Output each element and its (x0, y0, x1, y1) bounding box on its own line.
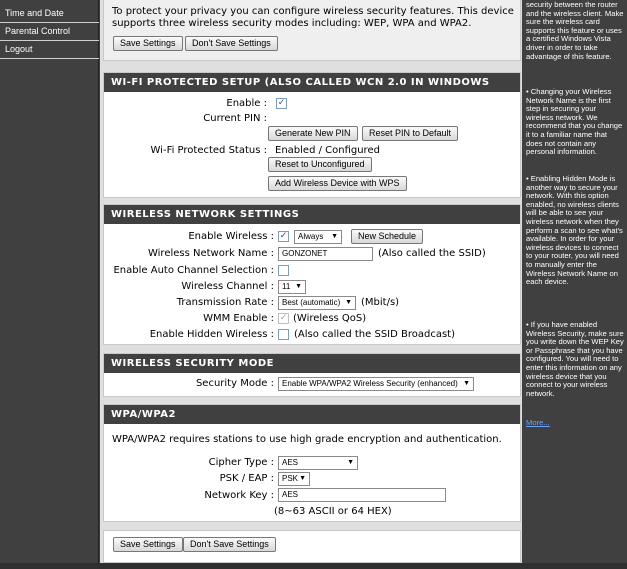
dont-save-settings-button-bottom[interactable]: Don't Save Settings (183, 537, 276, 552)
auto-channel-checkbox[interactable] (278, 265, 289, 276)
network-name-hint: (Also called the SSID) (378, 248, 486, 259)
cipher-type-select[interactable]: AES ▼ (278, 456, 358, 470)
generate-new-pin-button[interactable]: Generate New PIN (268, 126, 358, 141)
wmm-enable-checkbox: ✓ (279, 313, 288, 323)
new-schedule-button[interactable]: New Schedule (351, 229, 423, 244)
network-key-hint: (8~63 ASCII or 64 HEX) (274, 506, 392, 517)
network-key-label: Network Key : (204, 490, 274, 501)
enable-wireless-label: Enable Wireless : (188, 231, 274, 242)
wps-status-label: Wi-Fi Protected Status : (150, 145, 267, 156)
hidden-wireless-label: Enable Hidden Wireless : (149, 329, 274, 340)
intro-panel (103, 0, 521, 61)
wireless-channel-label: Wireless Channel : (181, 281, 274, 292)
more-link[interactable]: More... (526, 418, 550, 427)
left-nav (0, 0, 99, 569)
help-text-security: security between the router and the wireless client. Make sure the wireless card supports this feature or uses a certified Windows Vista driver in order to take advantage of this feature. (526, 0, 624, 61)
footer-bar (0, 563, 627, 569)
main-content (100, 0, 522, 569)
wpa-panel (103, 404, 521, 522)
wireless-channel-select[interactable]: 11 ▼ (278, 280, 306, 294)
wireless-settings-panel (103, 204, 521, 345)
security-mode-title: WIRELESS SECURITY MODE (104, 354, 520, 373)
help-text-network-name: • Changing your Wireless Network Name is the first step in securing your wireless network. We recommend that you change it to a familiar name that does not contain any personal information. (526, 87, 623, 157)
wmm-enable-label: WMM Enable : (203, 313, 274, 324)
wps-enable-checkbox[interactable]: ✓ (277, 98, 286, 108)
security-mode-panel (103, 353, 521, 397)
nav-item-time-and-date[interactable]: Time and Date (0, 5, 99, 23)
dont-save-settings-button[interactable]: Don't Save Settings (185, 36, 278, 51)
save-settings-button[interactable]: Save Settings (113, 36, 183, 51)
wpa-title: WPA/WPA2 (104, 405, 520, 424)
psk-eap-select[interactable]: PSK ▼ (278, 472, 310, 486)
wpa-description: WPA/WPA2 requires stations to use high grade encryption and authentication. (112, 434, 502, 445)
save-settings-button-bottom[interactable]: Save Settings (113, 537, 183, 552)
network-key-input[interactable]: AES (278, 488, 446, 502)
current-pin-label: Current PIN : (203, 113, 267, 124)
help-text-wireless-security: • If you have enabled Wireless Security, make sure you write down the WEP Key or Passphrase that you have configured. You will need to enter this information on any wireless device that you connect to your wireless network. (526, 320, 624, 398)
chevron-down-icon: ▼ (331, 233, 338, 240)
help-panel (524, 0, 627, 569)
transmission-rate-label: Transmission Rate : (176, 297, 274, 308)
chevron-down-icon: ▼ (347, 459, 354, 466)
hidden-wireless-checkbox[interactable] (278, 329, 289, 340)
security-mode-label: Security Mode : (195, 378, 274, 389)
add-wireless-device-button[interactable]: Add Wireless Device with WPS (268, 176, 407, 191)
enable-wireless-checkbox[interactable]: ✓ (279, 231, 288, 241)
transmission-rate-unit: (Mbit/s) (361, 297, 400, 308)
nav-item-parental-control[interactable]: Parental Control (0, 23, 99, 41)
reset-to-unconfigured-button[interactable]: Reset to Unconfigured (268, 157, 372, 172)
schedule-select[interactable]: Always ▼ (294, 230, 342, 244)
intro-text: To protect your privacy you can configure wireless security features. This device supports three wireless security modes including: WEP, WPA and WPA2. (112, 6, 514, 29)
security-mode-select[interactable]: Enable WPA/WPA2 Wireless Security (enhanced) ▼ (278, 377, 474, 391)
bottom-actions (103, 530, 521, 563)
network-name-label: Wireless Network Name : (147, 248, 274, 259)
help-text-hidden-mode: • Enabling Hidden Mode is another way to secure your network. With this option enabled, no wireless clients will be able to see your wireless network when they perform a scan to see what's available. In order for your wireless devices to connect to your router, you will need to manually enter the Wireless Network Name on each device. (526, 174, 623, 287)
wps-title: WI-FI PROTECTED SETUP (ALSO CALLED WCN 2.0 IN WINDOWS VISTA) (104, 73, 520, 92)
cipher-type-label: Cipher Type : (208, 457, 274, 468)
chevron-down-icon: ▼ (295, 283, 302, 290)
chevron-down-icon: ▼ (345, 299, 352, 306)
network-name-input[interactable]: GONZONET (278, 247, 373, 261)
psk-eap-label: PSK / EAP : (219, 473, 274, 484)
reset-pin-button[interactable]: Reset PIN to Default (362, 126, 458, 141)
wps-enable-label: Enable : (226, 98, 267, 109)
transmission-rate-select[interactable]: Best (automatic) ▼ (278, 296, 356, 310)
chevron-down-icon: ▼ (463, 380, 470, 387)
chevron-down-icon: ▼ (299, 475, 306, 482)
wireless-settings-title: WIRELESS NETWORK SETTINGS (104, 205, 520, 224)
wps-panel (103, 72, 521, 198)
hidden-wireless-hint: (Also called the SSID Broadcast) (294, 329, 456, 340)
nav-item-logout[interactable]: Logout (0, 41, 99, 59)
wps-status-value: Enabled / Configured (275, 145, 380, 156)
auto-channel-label: Enable Auto Channel Selection : (113, 265, 274, 276)
wmm-hint: (Wireless QoS) (293, 313, 367, 324)
